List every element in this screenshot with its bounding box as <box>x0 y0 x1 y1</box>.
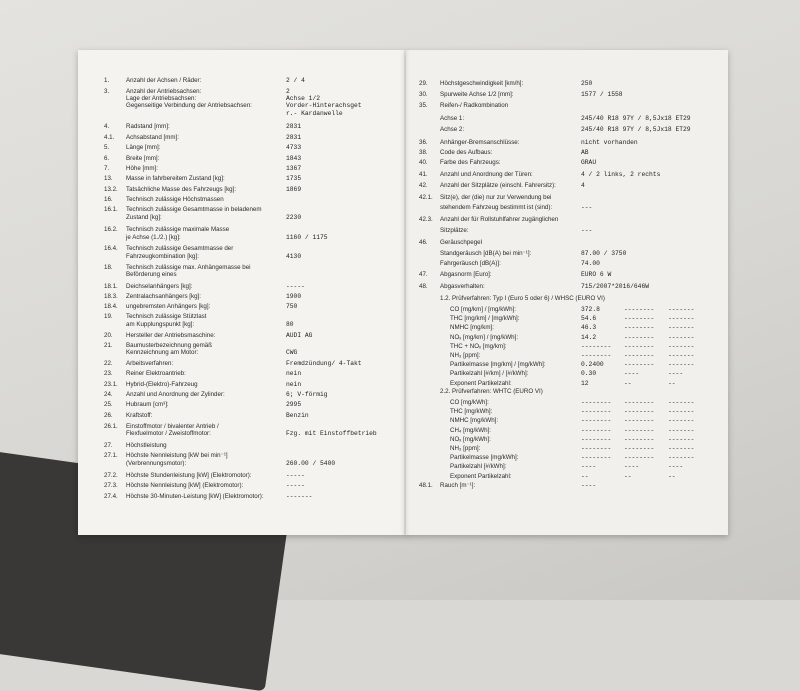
row-value: ----- <box>286 283 305 290</box>
row-number: 16. <box>104 196 113 203</box>
row-label: Achse 1: <box>440 115 465 122</box>
emission-label: CH₄ [mg/kWh]: <box>450 426 492 434</box>
row-label: Höchste Nennleistung [kW bei min⁻¹] <box>126 452 228 459</box>
emission-value-1: -------- <box>581 417 612 425</box>
row-value: 1367 <box>286 165 302 172</box>
row-number: 42. <box>419 182 428 189</box>
row-label: Baumusterbezeichnung gemäß <box>126 342 212 349</box>
emission-value-1: 14.2 <box>581 333 597 341</box>
row-label: Höchstleistung <box>126 442 167 449</box>
row-number: 36. <box>419 139 428 146</box>
row-label: Breite [mm]: <box>126 155 160 162</box>
emission-label: NOₓ [mg/kWh]: <box>450 435 491 443</box>
section-heading: 2.2. Prüfverfahren: WHTC (EURO VI) <box>440 388 543 395</box>
row-label: Anhänger-Bremsanschlüsse: <box>440 139 520 146</box>
row-number: 7. <box>104 165 110 172</box>
emission-label: CO [mg/km] / [mg/kWh]: <box>450 306 517 313</box>
row-label: (Verbrennungsmotor): <box>126 460 187 467</box>
emission-value-3: -- <box>668 472 676 480</box>
row-number: 30. <box>419 91 428 98</box>
document-booklet <box>78 50 728 535</box>
emission-value-3: ------- <box>668 408 695 416</box>
emission-label: Partikelmasse [mg/kWh]: <box>450 454 519 462</box>
row-value: nein <box>286 370 302 377</box>
row-number: 25. <box>104 401 113 408</box>
row-number: 46. <box>419 239 428 246</box>
row-number: 48. <box>419 283 428 290</box>
emission-value-1: -------- <box>581 435 612 443</box>
emission-label: Exponent Partikelzahl: <box>450 472 512 480</box>
row-label: Technisch zulässige max. Anhängemasse bei <box>126 264 251 271</box>
row-label: Einstoffmotor / bivalenter Antrieb / <box>126 423 219 430</box>
emission-label: Exponent Partikelzahl: <box>450 379 512 387</box>
emission-value-2: -------- <box>624 454 655 462</box>
row-label: Fahrzeugkombination [kg]: <box>126 253 199 260</box>
row-value: 1735 <box>286 175 302 182</box>
row-label: Deichselanhängers [kg]: <box>126 283 193 290</box>
emission-value-2: ---- <box>624 463 640 471</box>
row-label: Abgasverhalten: <box>440 283 485 290</box>
emission-label: Partikelmasse [mg/km] / [mg/kWh]: <box>450 361 546 369</box>
row-label: Standgeräusch [dB(A) bei min⁻¹]: <box>440 250 532 257</box>
left-page <box>78 50 407 535</box>
emission-value-1: 46.3 <box>581 324 597 332</box>
emission-value-1: -- <box>581 472 589 480</box>
row-value: --- <box>581 204 593 211</box>
emission-value-2: -------- <box>624 426 655 434</box>
row-label: Achsabstand [mm]: <box>126 134 179 141</box>
row-number: 40. <box>419 159 428 166</box>
emission-value-1: ---- <box>581 463 597 471</box>
row-value: --- <box>581 227 593 234</box>
row-label: Technisch zulässige Gesamtmasse in beladenem <box>126 206 262 213</box>
emission-value-1: -------- <box>581 408 612 416</box>
emission-value-2: -------- <box>624 352 655 359</box>
emission-value-2: -------- <box>624 342 655 350</box>
row-number: 23.1. <box>104 381 118 388</box>
emission-value-1: -------- <box>581 342 612 350</box>
row-value: 1900 <box>286 293 302 300</box>
emission-label: NOₓ [mg/km] / [mg/kWh]: <box>450 333 519 341</box>
row-number: 26.1. <box>104 423 118 430</box>
row-label: Anzahl und Anordnung der Zylinder: <box>126 391 225 398</box>
row-label: Rauch [m⁻¹]: <box>440 482 476 489</box>
row-label: Kraftstoff: <box>126 412 153 419</box>
row-number: 13. <box>104 175 113 182</box>
emission-value-3: ------- <box>668 306 695 313</box>
row-value: nicht vorhanden <box>581 139 638 146</box>
row-number: 18.3. <box>104 293 118 300</box>
row-number: 6. <box>104 155 110 162</box>
row-label: Hersteller der Antriebsmaschine: <box>126 332 216 339</box>
row-number: 24. <box>104 391 113 398</box>
emission-value-2: -------- <box>624 445 655 452</box>
row-value: 245/40 R18 97Y / 8,5Jx18 ET29 <box>581 115 691 122</box>
row-number: 16.4. <box>104 245 118 252</box>
row-number: 27. <box>104 442 113 449</box>
row-value: Achse 1/2 <box>286 95 321 102</box>
row-value: 2995 <box>286 401 302 408</box>
row-number: 26. <box>104 412 113 419</box>
row-label: Farbe des Fahrzeugs: <box>440 159 501 166</box>
page-fold <box>404 50 410 535</box>
emission-value-2: -- <box>624 379 632 387</box>
row-value: 87.00 / 3750 <box>581 250 627 257</box>
row-label: Anzahl und Anordnung der Türen: <box>440 171 533 178</box>
row-label: Sitzplätze: <box>440 227 469 234</box>
row-label: 1.2. Prüfverfahren: Typ I (Euro 5 oder 6) / WHSC (EURO VI) <box>440 295 605 302</box>
row-label: Radstand [mm]: <box>126 123 170 130</box>
emission-label: NH₃ [ppm]: <box>450 445 481 452</box>
right-page <box>406 50 728 535</box>
row-label: Beförderung eines <box>126 271 177 278</box>
row-value: Fzg. mit Einstoffbetrieb <box>286 430 377 437</box>
emission-value-3: ------- <box>668 324 695 332</box>
emission-value-3: ------- <box>668 342 695 350</box>
row-value: 715/2007*2016/646W <box>581 283 650 290</box>
row-number: 41. <box>419 171 428 178</box>
row-value: CWG <box>286 349 298 356</box>
row-value: 750 <box>286 303 298 310</box>
row-number: 5. <box>104 144 110 151</box>
emission-value-3: ------- <box>668 435 695 443</box>
row-number: 27.2. <box>104 472 118 479</box>
row-number: 27.4. <box>104 493 118 500</box>
row-number: 18.4. <box>104 303 118 310</box>
row-value: ----- <box>286 472 305 479</box>
row-label: Arbeitsverfahren: <box>126 360 174 367</box>
emission-label: NH₃ [ppm]: <box>450 352 481 359</box>
row-number: 18. <box>104 264 113 271</box>
emission-value-1: -------- <box>581 352 612 359</box>
emission-value-3: ------- <box>668 333 695 341</box>
emission-value-2: -------- <box>624 417 655 425</box>
row-value: 1869 <box>286 186 302 193</box>
emission-value-2: -------- <box>624 306 655 313</box>
row-value: 74.00 <box>581 260 600 267</box>
row-value: 2831 <box>286 123 302 130</box>
emission-value-1: 0.2400 <box>581 361 604 369</box>
row-value: 80 <box>286 321 294 328</box>
row-label: Anzahl der Sitzplätze (einschl. Fahrersitz): <box>440 182 556 189</box>
row-label: Sitz(e), der (die) nur zur Verwendung bei <box>440 194 552 201</box>
row-label: Technisch zulässige Höchstmassen <box>126 196 224 203</box>
row-number: 19. <box>104 313 113 320</box>
emission-value-2: -------- <box>624 408 655 416</box>
row-label: Flexfuelmotor / Zweistoffmotor: <box>126 430 211 437</box>
row-number: 13.2. <box>104 186 118 193</box>
row-label: Höhe [mm]: <box>126 165 158 172</box>
row-value: 260.00 / 5400 <box>286 460 336 467</box>
row-value: Vorder-Hinterachsget <box>286 102 362 109</box>
emission-label: THC + NOₓ [mg/km]: <box>450 342 507 350</box>
emission-label: CO [mg/kWh]: <box>450 399 489 406</box>
emission-value-1: 0.30 <box>581 370 597 378</box>
row-label: Tatsächliche Masse des Fahrzeugs [kg]: <box>126 186 237 193</box>
row-label: Reiner Elektroantrieb: <box>126 370 186 377</box>
right-rows <box>406 50 728 535</box>
row-label: Technisch zulässige Gesamtmasse der <box>126 245 234 252</box>
row-value: ----- <box>286 482 305 489</box>
row-label: Reifen-/ Radkombination <box>440 102 509 109</box>
row-number: 29. <box>419 80 428 87</box>
row-label: Achse 2: <box>440 126 465 133</box>
emission-label: THC [mg/km] / [mg/kWh]: <box>450 315 520 323</box>
emission-value-3: ------- <box>668 445 695 452</box>
row-value: 1577 / 1558 <box>581 91 623 98</box>
row-number: 4.1. <box>104 134 115 141</box>
row-number: 1. <box>104 77 110 84</box>
row-value: 2 / 4 <box>286 77 305 84</box>
row-value: 2230 <box>286 214 302 221</box>
row-number: 4. <box>104 123 110 130</box>
row-label: Höchstgeschwindigkeit [km/h]: <box>440 80 524 87</box>
row-number: 23. <box>104 370 113 377</box>
emission-value-3: ------- <box>668 399 695 406</box>
row-label: Hybrid-(Elektro)-Fahrzeug <box>126 381 198 388</box>
row-value: Benzin <box>286 412 309 419</box>
row-label: Kennzeichnung am Motor: <box>126 349 199 356</box>
row-label: Gegenseitige Verbindung der Antriebsachsen: <box>126 102 252 109</box>
row-value: AUDI AG <box>286 332 313 339</box>
row-value: 1843 <box>286 155 302 162</box>
emission-value-1: -------- <box>581 399 612 406</box>
emission-value-3: ------- <box>668 352 695 359</box>
row-label: Zentralachsanhängers [kg]: <box>126 293 201 300</box>
row-value: 250 <box>581 80 593 87</box>
row-value: AB <box>581 149 589 156</box>
emission-label: NMHC [mg/km]: <box>450 324 494 332</box>
emission-value-2: -------- <box>624 361 655 369</box>
emission-value-2: -------- <box>624 315 655 323</box>
row-value: 2 <box>286 88 290 95</box>
emission-value-2: -------- <box>624 399 655 406</box>
row-number: 27.1. <box>104 452 118 459</box>
row-value: ---- <box>581 482 597 489</box>
row-number: 27.3. <box>104 482 118 489</box>
row-label: Anzahl der Antriebsachsen: <box>126 88 202 95</box>
row-number: 20. <box>104 332 113 339</box>
row-value: nein <box>286 381 302 388</box>
row-number: 42.1. <box>419 194 433 201</box>
row-label: Technisch zulässige Stützlast <box>126 313 207 320</box>
row-number: 18.1. <box>104 283 118 290</box>
emission-value-3: ------- <box>668 417 695 425</box>
row-value: 245/40 R18 97Y / 8,5Jx18 ET29 <box>581 126 691 133</box>
row-number: 22. <box>104 360 113 367</box>
row-number: 38. <box>419 149 428 156</box>
emission-value-1: 372.8 <box>581 306 600 313</box>
emission-value-2: -------- <box>624 324 655 332</box>
emission-value-1: 12 <box>581 379 589 387</box>
row-number: 21. <box>104 342 113 349</box>
emission-label: NMHC [mg/kWh]: <box>450 417 499 425</box>
emission-value-3: ------- <box>668 361 695 369</box>
emission-value-3: ------- <box>668 315 695 323</box>
row-number: 35. <box>419 102 428 109</box>
row-label: Länge [mm]: <box>126 144 161 151</box>
emission-value-1: -------- <box>581 454 612 462</box>
row-value: 1160 / 1175 <box>286 234 328 241</box>
row-label: Anzahl der Achsen / Räder: <box>126 77 202 84</box>
row-number: 16.2. <box>104 226 118 233</box>
row-label: Technisch zulässige maximale Masse <box>126 226 230 233</box>
row-value: 2831 <box>286 134 302 141</box>
row-label: Code des Aufbaus: <box>440 149 493 156</box>
emission-value-1: 54.6 <box>581 315 597 323</box>
row-label: ungebremsten Anhängers [kg]: <box>126 303 211 310</box>
row-label: Höchste Nennleistung [kW] (Elektromotor): <box>126 482 244 489</box>
emission-label: Partikelzahl [#/km] / [#/kWh]: <box>450 370 529 378</box>
emission-value-1: -------- <box>581 445 612 452</box>
emission-value-3: ------- <box>668 454 695 462</box>
left-rows <box>78 50 406 535</box>
emission-value-3: ------- <box>668 426 695 434</box>
row-value: 6; V-förmig <box>286 391 328 398</box>
row-number: 47. <box>419 271 428 278</box>
row-number: 3. <box>104 88 110 95</box>
emission-value-1: -------- <box>581 426 612 434</box>
row-label: Höchste Stundenleistung [kW] (Elektromotor): <box>126 472 252 479</box>
emission-value-2: -------- <box>624 435 655 443</box>
row-number: 48.1. <box>419 482 433 489</box>
row-value: 4130 <box>286 253 302 260</box>
row-label: Geräuschpegel <box>440 239 482 246</box>
row-label: Masse in fahrbereitem Zustand [kg]: <box>126 175 225 182</box>
row-label: stehendem Fahrzeug bestimmt ist (sind): <box>440 204 553 211</box>
emission-label: Partikelzahl [#/kWh]: <box>450 463 507 471</box>
row-label: am Kupplungspunkt [kg]: <box>126 321 195 328</box>
row-label: Zustand [kg]: <box>126 214 162 221</box>
row-label: je Achse (1./2.) [kg]: <box>126 234 181 241</box>
row-number: 42.3. <box>419 216 433 223</box>
row-label: Anzahl der für Rollstuhlfahrer zugänglichen <box>440 216 559 223</box>
row-label: Höchste 30-Minuten-Leistung [kW] (Elektromotor): <box>126 493 264 500</box>
emission-value-3: -- <box>668 379 676 387</box>
row-label: Hubraum [cm³]: <box>126 401 169 408</box>
row-value: EURO 6 W <box>581 271 612 278</box>
row-label: Spurweite Achse 1/2 [mm]: <box>440 91 514 98</box>
row-value: GRAU <box>581 159 597 166</box>
row-number: 16.1. <box>104 206 118 213</box>
row-value: Fremdzündung/ 4-Takt <box>286 360 362 367</box>
row-label: Fahrgeräusch [dB(A)]: <box>440 260 501 267</box>
emission-value-2: ---- <box>624 370 640 378</box>
row-label: Abgasnorm [Euro]: <box>440 271 492 278</box>
row-value: 4 / 2 links, 2 rechts <box>581 171 661 178</box>
row-value: r.- Kardanwelle <box>286 110 343 117</box>
emission-value-2: -- <box>624 472 632 480</box>
row-label: Lage der Antriebsachsen: <box>126 95 197 102</box>
emission-value-3: ---- <box>668 370 684 378</box>
row-value: ------- <box>286 493 313 500</box>
row-value: 4733 <box>286 144 302 151</box>
row-value: 4 <box>581 182 585 189</box>
emission-label: THC [mg/kWh]: <box>450 408 493 416</box>
emission-value-2: -------- <box>624 333 655 341</box>
emission-value-3: ---- <box>668 463 684 471</box>
